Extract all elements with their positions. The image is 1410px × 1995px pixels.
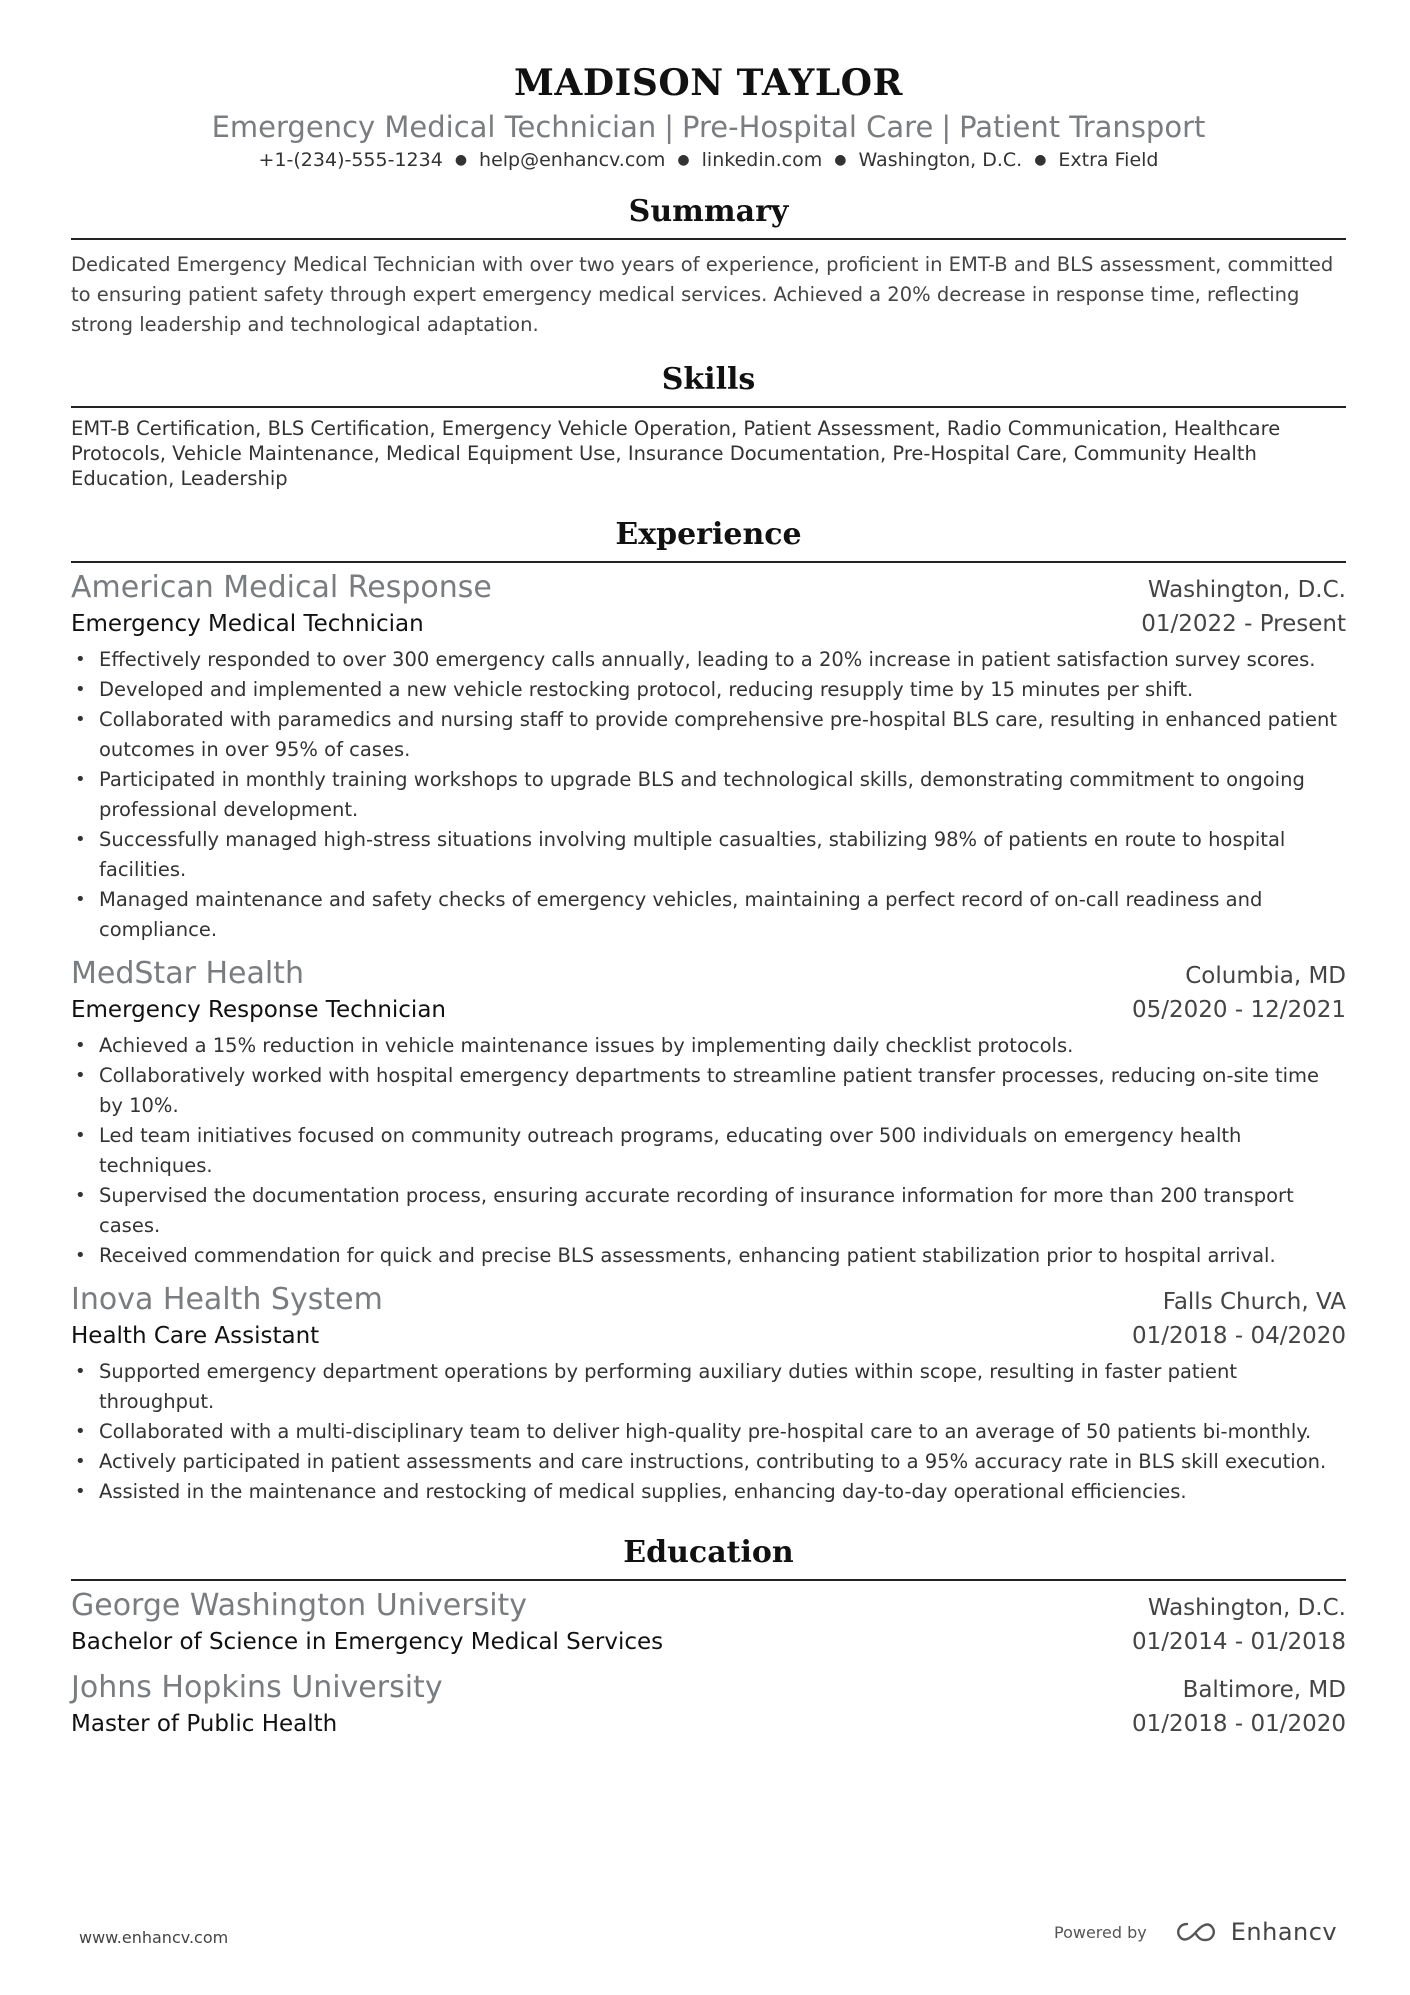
bullet-icon: • (75, 1185, 86, 1206)
location: Washington, D.C. (858, 149, 1023, 171)
list-item (71, 1121, 1346, 1181)
section-title-skills: Skills (71, 360, 1346, 408)
list-item (71, 1477, 1346, 1507)
entry-subheader (71, 1319, 1346, 1353)
entry-dates: 01/2018 - 04/2020 (1131, 1323, 1346, 1349)
list-item (71, 1417, 1346, 1447)
entry-header (71, 1669, 1346, 1707)
bullet-icon: • (75, 1125, 86, 1146)
list-item-text: Received commendation for quick and precise BLS assessments, enhancing patient stabilization prior to hospital arrival. (99, 1244, 1276, 1267)
school-name: George Washington University (71, 1588, 528, 1623)
separator: | (941, 110, 952, 144)
experience-section (71, 515, 1346, 1507)
achievement-list (71, 1357, 1346, 1507)
entry-dates: 01/2018 - 01/2020 (1131, 1711, 1346, 1737)
list-item (71, 705, 1346, 765)
bullet-icon: • (75, 1421, 86, 1442)
bullet-icon: • (75, 1361, 86, 1382)
entry-location: Baltimore, MD (1182, 1677, 1346, 1703)
entry-dates: 05/2020 - 12/2021 (1131, 997, 1346, 1023)
degree: Bachelor of Science in Emergency Medical Services (71, 1629, 664, 1655)
candidate-name: MADISON TAYLOR (514, 62, 903, 104)
company-name: MedStar Health (71, 956, 304, 991)
company-name: American Medical Response (71, 570, 492, 605)
company-name: Inova Health System (71, 1282, 383, 1317)
enhancv-logo-icon (1173, 1919, 1219, 1945)
list-item (71, 1181, 1346, 1241)
powered-by-label: Powered by (1054, 1922, 1147, 1942)
entry-location: Falls Church, VA (1162, 1289, 1346, 1315)
entry-dates: 01/2014 - 01/2018 (1131, 1629, 1346, 1655)
bullet-icon: • (75, 829, 86, 850)
list-item (71, 1061, 1346, 1121)
footer-website-link[interactable]: www.enhancv.com (79, 1928, 229, 1947)
job-title: Health Care Assistant (71, 1323, 320, 1349)
contact-info (71, 146, 1346, 174)
skills-section (71, 360, 1346, 491)
list-item-text: Collaboratively worked with hospital emergency departments to streamline patient transfer processes, reducing on-site time by 10%. (99, 1064, 1320, 1117)
separator: | (664, 110, 675, 144)
list-item-text: Developed and implemented a new vehicle restocking protocol, reducing resupply time by 15 minutes per shift. (99, 678, 1194, 701)
resume-page (71, 60, 1346, 1741)
list-item-text: Led team initiatives focused on community outreach programs, educating over 500 individuals on emergency health techniques. (99, 1124, 1242, 1177)
achievement-list (71, 645, 1346, 945)
email-link[interactable]: help@enhancv.com (479, 149, 666, 171)
bullet-icon: • (75, 1451, 86, 1472)
bullet-icon: • (75, 1481, 86, 1502)
education-section (71, 1533, 1346, 1741)
bullet-icon: • (75, 709, 86, 730)
entry-header (71, 1281, 1346, 1319)
list-item-text: Actively participated in patient assessments and care instructions, contributing to a 95% accuracy rate in BLS skill execution. (99, 1450, 1327, 1473)
skills-text: EMT-B Certification, BLS Certification, Emergency Vehicle Operation, Patient Assessment, Radio Communication, Healthcare Protocols, Vehicle Maintenance, Medical Equipment Use, Insurance Documentation, Pre-Hospital Care, Community Health Education, Leadership (71, 417, 1281, 490)
entry-location: Washington, D.C. (1147, 577, 1346, 603)
achievement-list (71, 1031, 1346, 1271)
bullet-icon: • (75, 1245, 86, 1266)
entry-subheader (71, 1707, 1346, 1741)
list-item (71, 1031, 1346, 1061)
list-item-text: Effectively responded to over 300 emergency calls annually, leading to a 20% increase in patient satisfaction survey scores. (99, 648, 1316, 671)
school-name: Johns Hopkins University (71, 1670, 443, 1705)
list-item-text: Supervised the documentation process, ensuring accurate recording of insurance information for more than 200 transport cases. (99, 1184, 1294, 1237)
entry-subheader (71, 993, 1346, 1027)
list-item-text: Achieved a 15% reduction in vehicle maintenance issues by implementing daily checklist protocols. (99, 1034, 1074, 1057)
entry-location: Columbia, MD (1185, 963, 1346, 989)
list-item-text: Successfully managed high-stress situations involving multiple casualties, stabilizing 98% of patients en route to hospital facilities. (99, 828, 1286, 881)
section-title-summary: Summary (71, 192, 1346, 240)
section-title-education: Education (71, 1533, 1346, 1581)
job-title: Emergency Response Technician (71, 997, 446, 1023)
education-entry (71, 1587, 1346, 1659)
list-item (71, 1357, 1346, 1417)
experience-entry (71, 569, 1346, 945)
entry-subheader (71, 607, 1346, 641)
bullet-icon: • (75, 649, 86, 670)
entry-location: Washington, D.C. (1147, 1595, 1346, 1621)
list-item-text: Managed maintenance and safety checks of emergency vehicles, maintaining a perfect record of on-call readiness and compliance. (99, 888, 1263, 941)
list-item-text: Collaborated with paramedics and nursing staff to provide comprehensive pre-hospital BLS care, resulting in enhanced patient outcomes in over 95% of cases. (99, 708, 1338, 761)
entry-subheader (71, 1625, 1346, 1659)
headline-item: Emergency Medical Technician (211, 110, 657, 144)
list-item (71, 675, 1346, 705)
list-item-text: Collaborated with a multi-disciplinary team to deliver high-quality pre-hospital care to an average of 50 patients bi-monthly. (99, 1420, 1312, 1443)
headline-item: Patient Transport (959, 110, 1206, 144)
headline-item: Pre-Hospital Care (682, 110, 934, 144)
list-item (71, 645, 1346, 675)
experience-entry (71, 1281, 1346, 1507)
list-item-text: Supported emergency department operations by performing auxiliary duties within scope, resulting in faster patient throughput. (99, 1360, 1237, 1413)
list-item (71, 765, 1346, 825)
list-item (71, 1241, 1346, 1271)
entry-header (71, 1587, 1346, 1625)
bullet-icon: • (75, 1065, 86, 1086)
entry-header (71, 955, 1346, 993)
brand-name[interactable]: Enhancv (1230, 1918, 1338, 1946)
job-title: Emergency Medical Technician (71, 611, 424, 637)
list-item-text: Assisted in the maintenance and restocking of medical supplies, enhancing day-to-day operational efficiencies. (99, 1480, 1187, 1503)
bullet-icon: • (75, 769, 86, 790)
list-item (71, 825, 1346, 885)
bullet-dot-icon: ● (1034, 152, 1047, 168)
linkedin-link[interactable]: linkedin.com (701, 149, 823, 171)
section-title-experience: Experience (71, 515, 1346, 563)
bullet-dot-icon: ● (834, 152, 847, 168)
list-item (71, 1447, 1346, 1477)
education-entry (71, 1669, 1346, 1741)
summary-text: Dedicated Emergency Medical Technician with over two years of experience, proficient in EMT-B and BLS assessment, committed to ensuring patient safety through expert emergency medical services. Achieved a 20% decrease in response time, reflecting strong leadership and technological adaptation. (71, 253, 1334, 336)
experience-entry (71, 955, 1346, 1271)
bullet-icon: • (75, 1035, 86, 1056)
bullet-dot-icon: ● (454, 152, 468, 168)
list-item (71, 885, 1346, 945)
entry-header (71, 569, 1346, 607)
bullet-icon: • (75, 679, 86, 700)
bullet-icon: • (75, 889, 86, 910)
phone: +1-(234)-555-1234 (258, 149, 443, 171)
extra-field: Extra Field (1058, 149, 1159, 171)
summary-section (71, 192, 1346, 340)
list-item-text: Participated in monthly training workshops to upgrade BLS and technological skills, demonstrating commitment to ongoing professional development. (99, 768, 1305, 821)
entry-dates: 01/2022 - Present (1141, 611, 1346, 637)
headline (71, 108, 1346, 146)
degree: Master of Public Health (71, 1711, 338, 1737)
bullet-dot-icon: ● (677, 152, 690, 168)
footer-branding (1054, 1918, 1337, 1946)
